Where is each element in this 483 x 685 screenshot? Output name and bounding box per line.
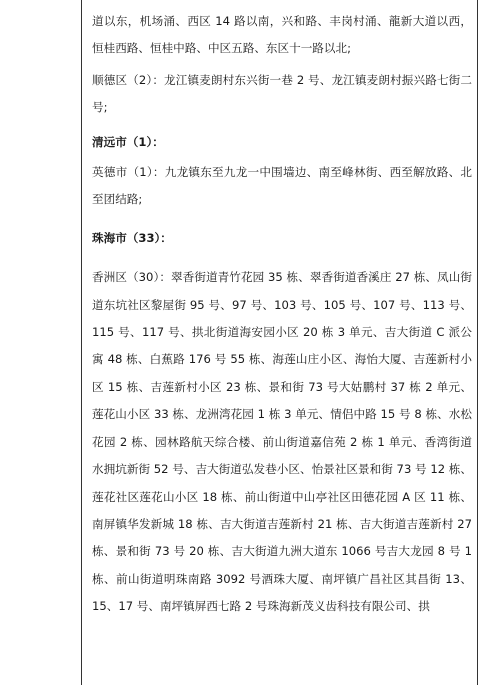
table-left-column (0, 0, 82, 685)
table-right-border (477, 0, 478, 685)
paragraph-shunde: 顺德区（2）：龙江镇麦朗村东兴街一巷 2 号、龙江镇麦朗村振兴路七街二号; (92, 72, 472, 115)
paragraph-baiyun-continued: 道以东，机场涌、西区 14 路以南，兴和路、丰岗村涌、龍新大道以西，恒桂西路、恒桂中路、中区五路、东区十一路以北; (92, 14, 472, 56)
heading-qingyuan: 清远市（1）： (92, 134, 164, 149)
table-content-cell (92, 8, 472, 621)
paragraph-xiangzhou: 香洲区（30）：翠香街道青竹花园 35 栋、翠香街道香溪庄 27 栋、凤山街道东坑社区黎屋街 95 号、97 号、103 号、105 号、107 号、113 号、115 号、117 号、拱北街道海安园小区 20 栋 3 单元、吉大街道 C 派公寓 48 栋、白蕉路 176 号 55 栋、海莲山庄小区、海怡大厦、吉莲新村小区 15 栋、吉莲新村小区 23 栋、景和街 73 号大姑鹏村 37 栋 2 单元、莲花山小区 33 栋、龙洲湾花园 1 栋 3 单元、情侣中路 15 号 8 栋、水松花园 2 栋、园林路航天综合楼、前山街道嘉信苑 2 栋 1 单元、香湾街道水拥坑新街 52 号、吉大街道弘发巷小区、怡景社区景和街 73 号 12 栋、莲花社区莲花山小区 18 栋、前山街道中山亭社区田德花园 A 区 11 栋、南屏镇华发新城 18 栋、吉大街道吉莲新村 21 栋、吉大街道吉莲新村 27 栋、景和街 73 号 20 栋、吉大街道九洲大道东 1066 号吉大龙园 8 号 1 栋、前山街道明珠南路 3092 号酒珠大厦、南坪镇广昌社区其昌街 13、15、17 号、南坪镇屏西七路 2 号珠海新茂义齿科技有限公司、拱 (92, 270, 472, 614)
heading-zhuhai: 珠海市（33）： (92, 230, 172, 245)
paragraph-yingde: 英德市（1）：九龙镇东至九龙一中围墙边、南至峰林街、西至解放路、北至团结路; (92, 165, 472, 207)
